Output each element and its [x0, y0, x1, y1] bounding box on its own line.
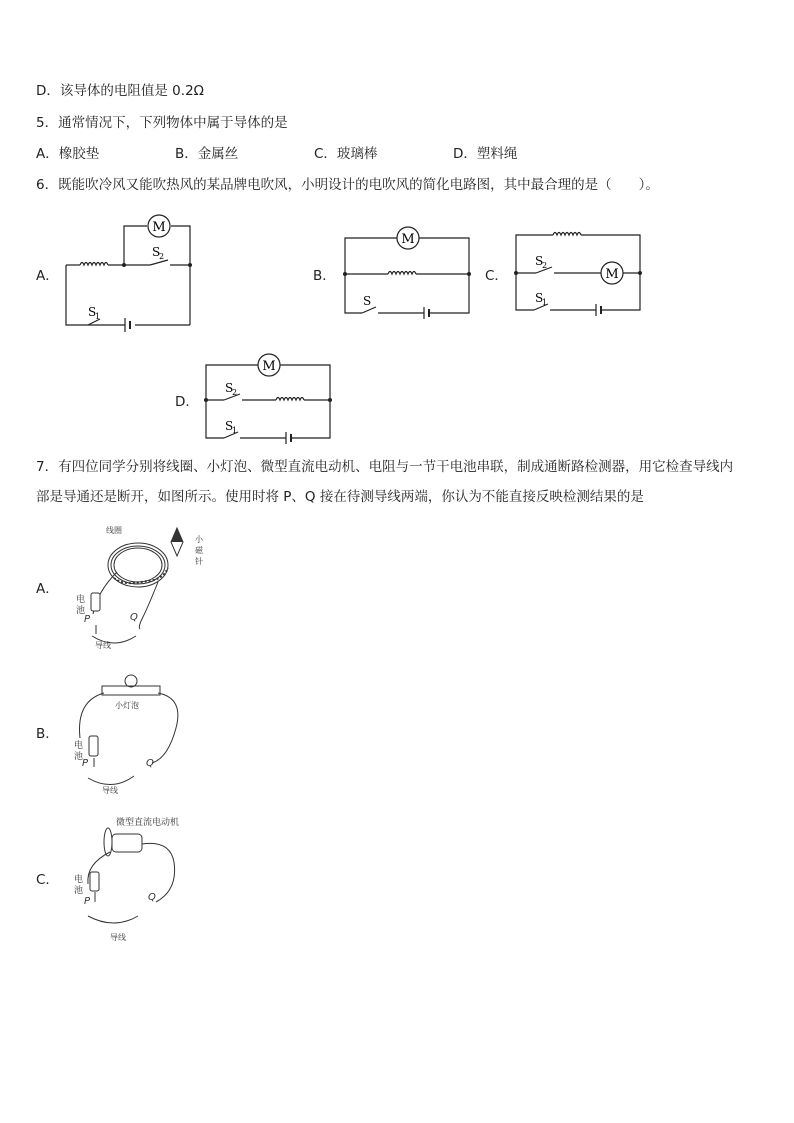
- s1-sub: 1: [542, 298, 548, 307]
- q5-option-a: A．橡胶垫: [36, 146, 100, 162]
- q7-option-b-label: B．: [36, 726, 59, 742]
- s2-sub: 2: [232, 388, 238, 397]
- q7-stem-line2: 部是导通还是断开，如图所示。使用时将 P、Q 接在待测导线两端，你认为不能直接反映检测结果的是: [36, 489, 644, 505]
- q5-option-b: B．金属丝: [175, 146, 239, 162]
- svg-text:导线: 导线: [102, 786, 118, 795]
- svg-text:Q: Q: [146, 758, 154, 769]
- svg-text:电: 电: [74, 875, 84, 885]
- s2-label: S: [535, 254, 544, 268]
- q5-option-c: C．玻璃棒: [314, 146, 378, 162]
- coil-label: 线圈: [106, 526, 122, 535]
- q6-option-d-label: D．: [175, 394, 199, 410]
- circuit-c: [510, 225, 645, 317]
- motor-label: M: [605, 267, 619, 282]
- q7-option-a-label: A．: [36, 581, 59, 597]
- heater-resistor: [276, 398, 304, 401]
- s2-label: S: [152, 245, 161, 259]
- q6-stem: 6．既能吹冷风又能吹热风的某品牌电吹风，小明设计的电吹风的简化电路图，其中最合理的是（ ）。: [36, 177, 659, 193]
- heater-resistor: [388, 272, 416, 275]
- svg-text:电: 电: [74, 741, 84, 751]
- motor-label: M: [262, 359, 276, 374]
- heater-resistor: [80, 263, 108, 266]
- svg-text:P: P: [82, 758, 89, 769]
- svg-text:池: 池: [74, 752, 84, 762]
- s1-sub: 1: [232, 426, 238, 435]
- q6-option-c-label: C．: [485, 268, 508, 284]
- heater-resistor: [553, 233, 581, 236]
- circuit-d: [200, 350, 335, 445]
- s1-label: S: [88, 305, 97, 319]
- sketch-coil-detector: [70, 520, 220, 655]
- s1-sub: 1: [95, 312, 101, 321]
- q5-stem: 5．通常情况下，下列物体中属于导体的是: [36, 115, 288, 131]
- circuit-a: [60, 210, 200, 332]
- motor-label: M: [152, 220, 166, 235]
- q6-option-a-label: A．: [36, 268, 59, 284]
- q7-stem-line1: 7．有四位同学分别将线圈、小灯泡、微型直流电动机、电阻与一节干电池串联，制成通断路检测器，用它检查导线内: [36, 459, 734, 475]
- s2-label: S: [225, 381, 234, 395]
- s-label: S: [363, 294, 372, 308]
- s1-label: S: [225, 419, 234, 433]
- q5-option-d: D．塑料绳: [453, 146, 518, 162]
- svg-text:池: 池: [76, 606, 86, 616]
- bulb-label: 小灯泡: [115, 701, 139, 710]
- svg-text:电: 电: [76, 595, 86, 605]
- svg-text:导线: 导线: [110, 933, 126, 942]
- motor-caption: 微型直流电动机: [116, 818, 180, 828]
- sketch-bulb-detector: [70, 668, 220, 803]
- svg-text:针: 针: [195, 557, 203, 566]
- svg-text:小: 小: [195, 535, 203, 544]
- circuit-b: [340, 225, 475, 320]
- q4-option-d: D．该导体的电阻值是 0.2Ω: [36, 83, 204, 99]
- motor-label: M: [401, 232, 415, 247]
- svg-text:Q: Q: [148, 892, 156, 903]
- svg-text:导线: 导线: [95, 641, 111, 650]
- s2-sub: 2: [542, 261, 548, 270]
- s2-sub: 2: [159, 252, 165, 261]
- svg-text:池: 池: [74, 886, 84, 896]
- svg-text:P: P: [84, 896, 91, 907]
- s1-label: S: [535, 291, 544, 305]
- q7-option-c-label: C．: [36, 872, 59, 888]
- sketch-motor-detector: [70, 812, 230, 947]
- svg-text:P: P: [84, 614, 91, 625]
- svg-text:磁: 磁: [195, 546, 203, 555]
- q6-option-b-label: B．: [313, 268, 336, 284]
- svg-text:Q: Q: [130, 612, 138, 623]
